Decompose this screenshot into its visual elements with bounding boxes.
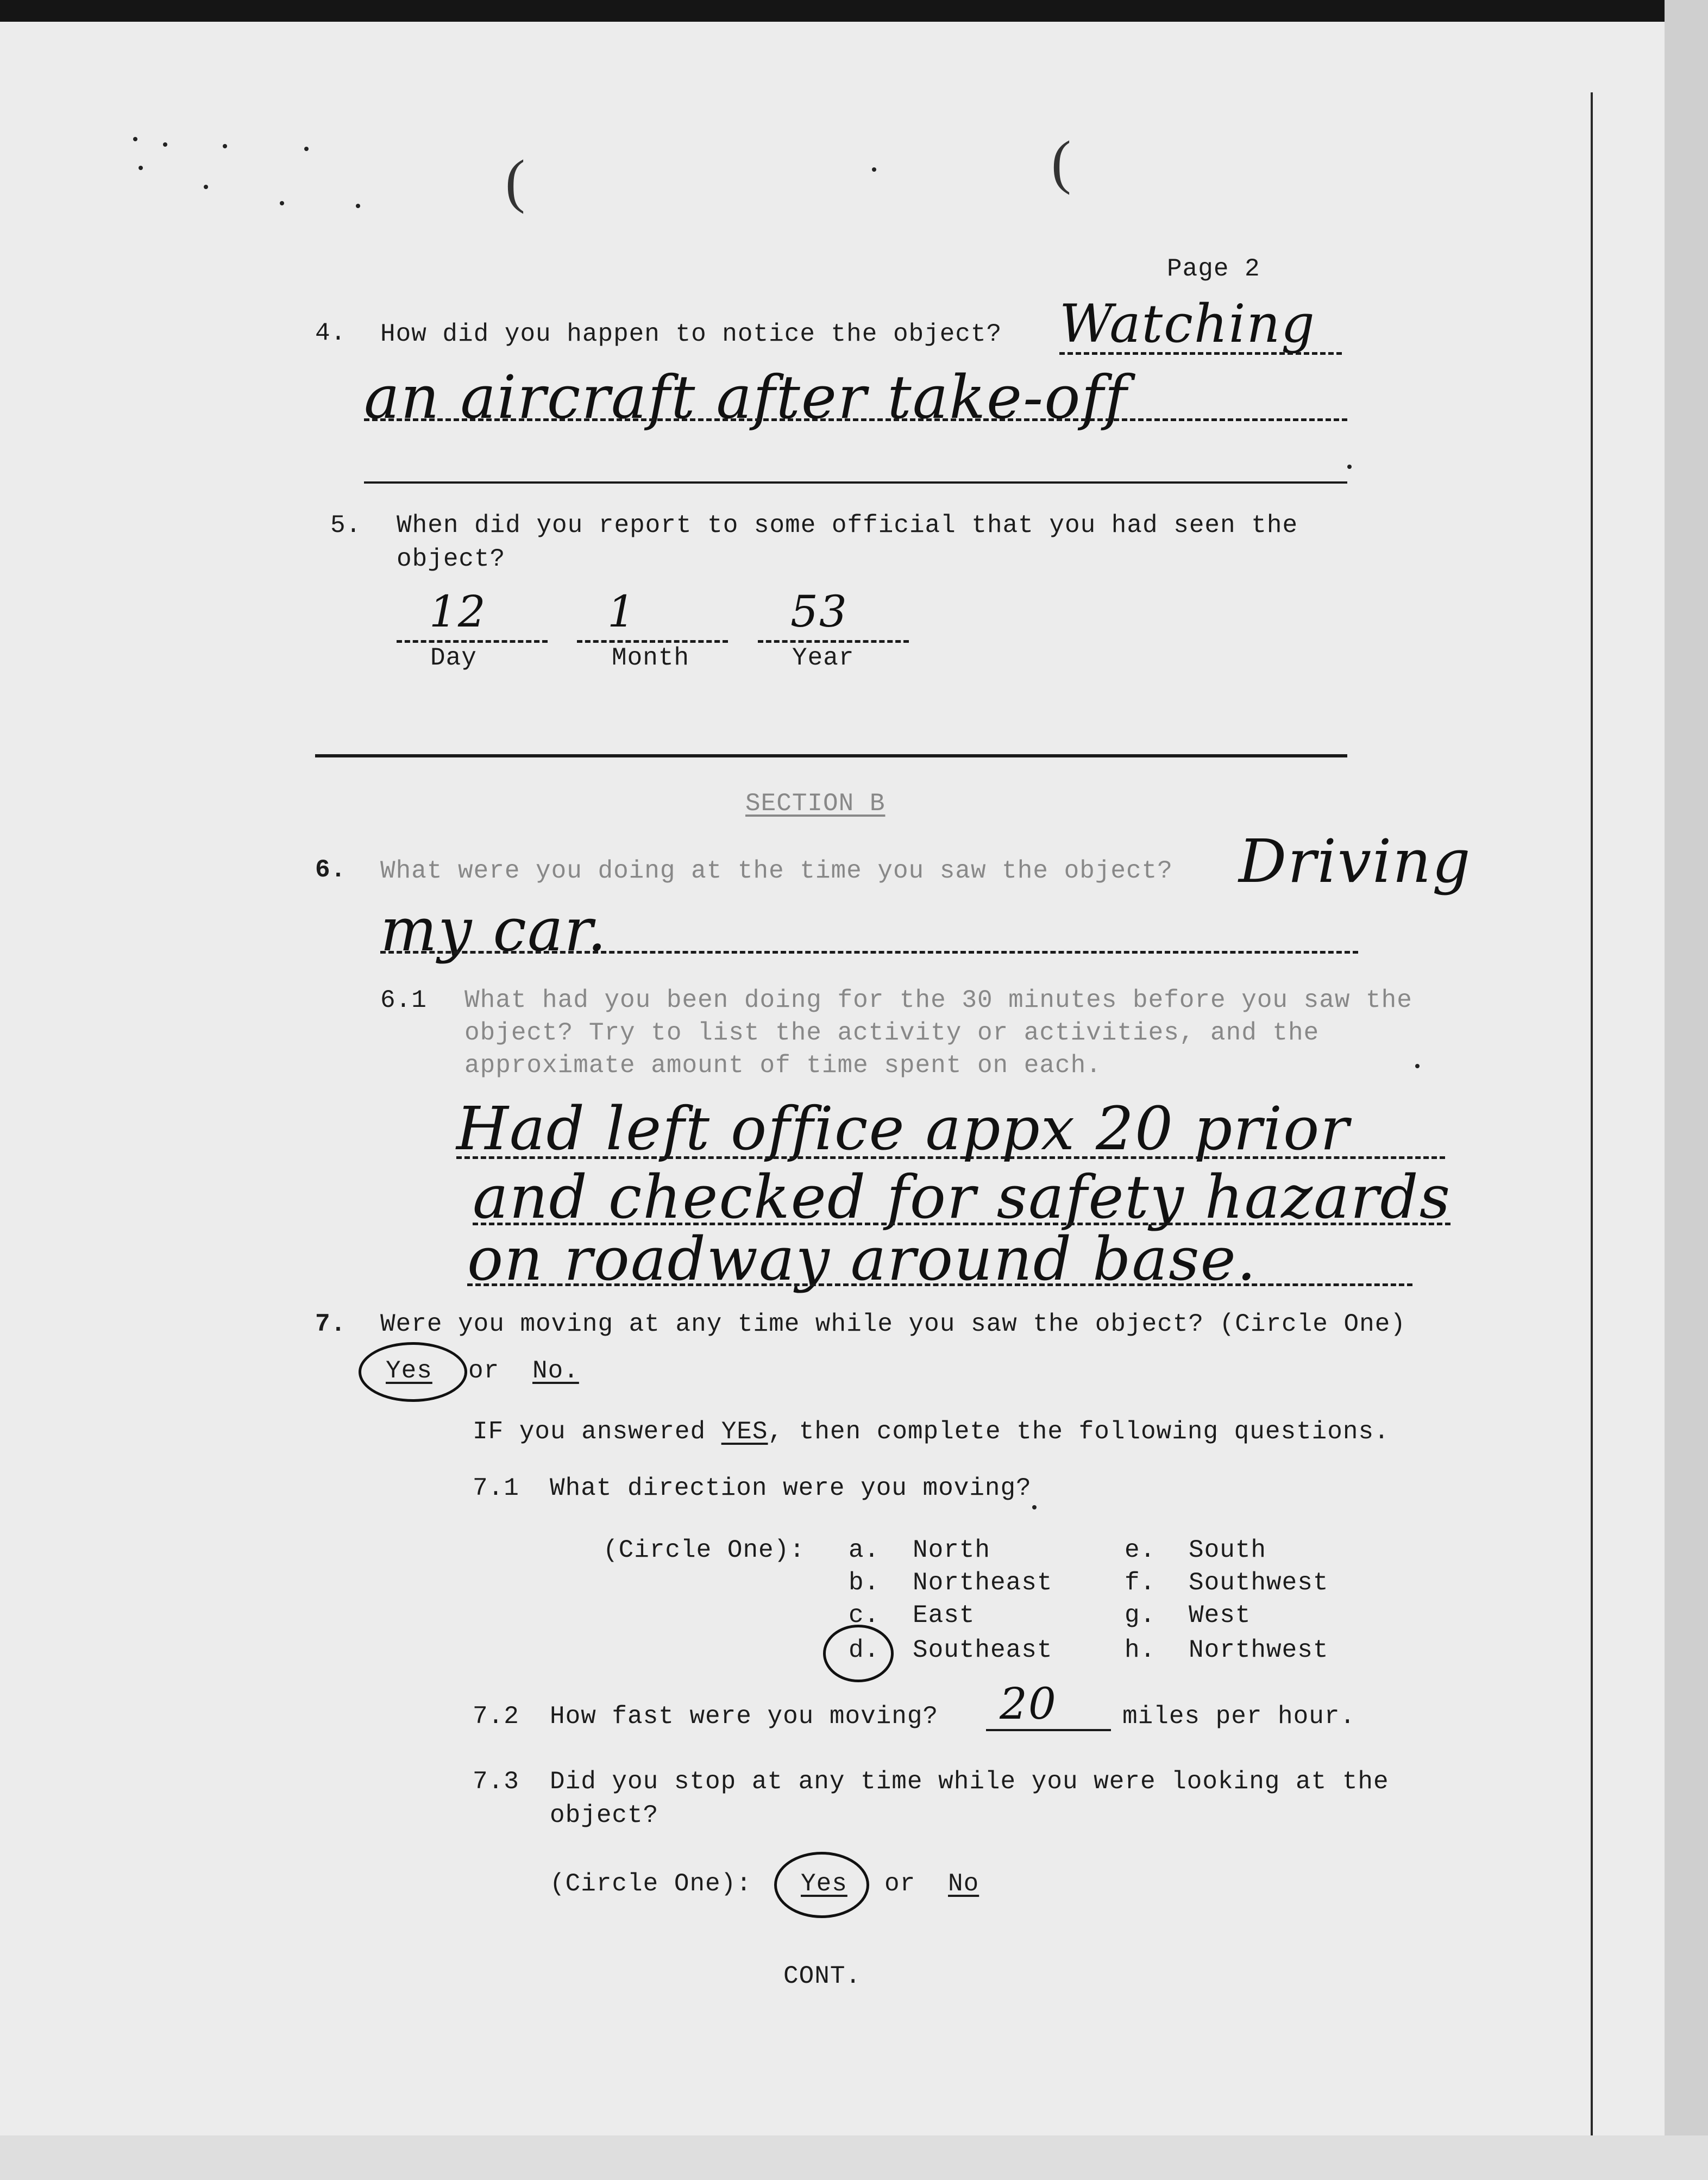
page-number: Page 2 (1167, 255, 1260, 283)
q5-year-value: 53 (790, 586, 848, 637)
q7-1-circle-label: (Circle One): (603, 1536, 805, 1564)
q7-1-question: What direction were you moving? (550, 1474, 1032, 1502)
q7-1-option-a: North (913, 1536, 991, 1564)
q7-yes-option: Yes (386, 1357, 432, 1385)
q7-3-circle-label: (Circle One): (550, 1870, 752, 1898)
q7-3-question-line2: object? (550, 1801, 659, 1830)
q7-3-yes-option: Yes (801, 1870, 847, 1898)
q7-no-option: No. (532, 1357, 579, 1385)
q4-number: 4. (315, 319, 347, 347)
q6-1-number: 6.1 (380, 986, 427, 1014)
q6-answer-line1: Driving (1239, 826, 1472, 896)
q6-underline (380, 951, 1358, 954)
q6-answer-line2: my car. (380, 895, 608, 964)
q5-month-label: Month (612, 644, 690, 672)
q7-instruction-suffix: , then complete the following questions. (768, 1418, 1390, 1446)
q7-number: 7. (315, 1310, 347, 1338)
section-divider (315, 754, 1347, 757)
scan-top-edge (0, 0, 1708, 22)
q7-1-option-h: Northwest (1189, 1636, 1329, 1664)
q6-1-underline-3 (467, 1283, 1412, 1286)
q7-1-option-c: East (913, 1601, 975, 1630)
q5-question-line2: object? (397, 545, 506, 573)
q5-day-label: Day (430, 644, 477, 672)
punch-mark-right: ( (1051, 129, 1071, 195)
q7-1-option-h-letter: h. (1125, 1636, 1156, 1664)
q5-question-line1: When did you report to some official that you had seen the (397, 511, 1298, 540)
q7-2-underline (986, 1729, 1111, 1731)
q5-number: 5. (330, 511, 362, 540)
q7-instruction-yes: YES (721, 1418, 768, 1446)
q6-number: 6. (315, 856, 347, 884)
q4-underline-3 (364, 481, 1347, 484)
q7-3-or: or (884, 1870, 916, 1898)
q4-answer-line2: an aircraft after take-off (364, 362, 1128, 432)
continued-marker: CONT. (783, 1962, 862, 1990)
q7-2-number: 7.2 (473, 1702, 519, 1731)
q6-1-question-line3: approximate amount of time spent on each. (464, 1051, 1102, 1080)
q4-answer-line1: Watching (1059, 293, 1316, 354)
q7-1-option-a-letter: a. (849, 1536, 880, 1564)
q5-year-label: Year (792, 644, 855, 672)
q7-1-option-e: South (1189, 1536, 1267, 1564)
q7-instruction (473, 1419, 1390, 1444)
page-edge-rule (1591, 92, 1593, 2135)
q7-3-no-option: No (948, 1870, 979, 1898)
q7-1-option-f: Southwest (1189, 1569, 1329, 1597)
q6-1-question-line2: object? Try to list the activity or activities, and the (464, 1019, 1320, 1047)
q7-1-option-b: Northeast (913, 1569, 1053, 1597)
q4-underline-1 (1059, 352, 1342, 355)
q7-1-option-b-letter: b. (849, 1569, 880, 1597)
q5-month-line (577, 640, 728, 643)
q4-question: How did you happen to notice the object? (380, 320, 1002, 348)
q7-1-option-g: West (1189, 1601, 1251, 1630)
q7-1-option-g-letter: g. (1125, 1601, 1156, 1630)
q6-1-question-line1: What had you been doing for the 30 minutes before you saw the (464, 986, 1412, 1014)
q7-instruction-prefix: IF you answered (473, 1418, 706, 1446)
q6-1-underline-1 (456, 1156, 1445, 1159)
q7-2-answer: 20 (1000, 1678, 1057, 1729)
q5-month-value: 1 (607, 586, 636, 637)
q7-1-option-c-letter: c. (849, 1601, 880, 1630)
q7-2-question: How fast were you moving? (550, 1702, 939, 1731)
q7-1-option-e-letter: e. (1125, 1536, 1156, 1564)
q7-1-option-d: Southeast (913, 1636, 1053, 1664)
q7-1-number: 7.1 (473, 1474, 519, 1502)
q7-1-option-f-letter: f. (1125, 1569, 1156, 1597)
q6-question: What were you doing at the time you saw the object? (380, 857, 1173, 885)
scan-right-edge (1665, 0, 1708, 2180)
q7-1-option-d-letter: d. (849, 1636, 880, 1664)
q7-3-number: 7.3 (473, 1768, 519, 1796)
section-title: SECTION B (745, 790, 886, 818)
q7-or: or (468, 1357, 500, 1385)
q5-day-line (397, 640, 548, 643)
q5-day-value: 12 (429, 586, 487, 637)
q5-year-line (758, 640, 909, 643)
q6-1-answer-line2: and checked for safety hazards (473, 1162, 1452, 1232)
q6-1-answer-line1: Had left office appx 20 prior (456, 1094, 1350, 1163)
scan-bottom-edge (0, 2135, 1708, 2180)
q7-3-question-line1: Did you stop at any time while you were looking at the (550, 1768, 1389, 1796)
q7-2-unit: miles per hour. (1122, 1702, 1356, 1731)
q7-question: Were you moving at any time while you saw the object? (Circle One) (380, 1310, 1406, 1338)
punch-mark-left: ( (505, 148, 525, 214)
q4-underline-2 (364, 418, 1347, 421)
q6-1-answer-line3: on roadway around base. (467, 1224, 1257, 1294)
